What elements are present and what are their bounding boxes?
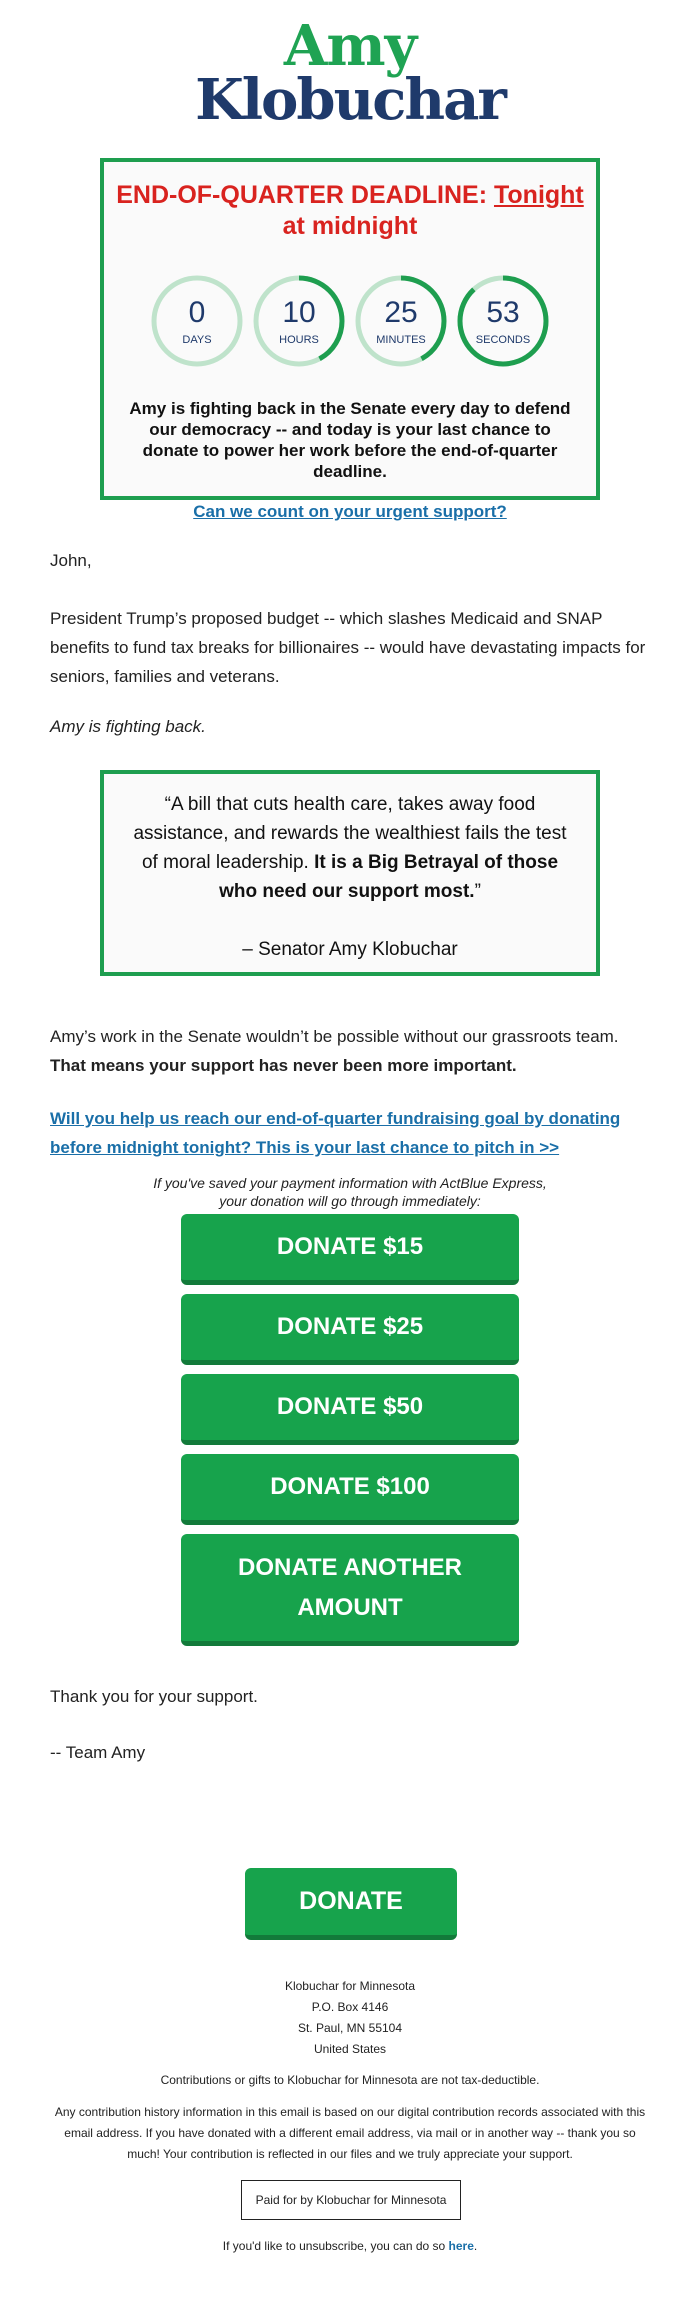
deadline-headline-suffix: at midnight xyxy=(282,212,418,240)
footer-country: United States xyxy=(313,2042,387,2056)
donate-100-button[interactable]: DONATE $100 xyxy=(181,1454,519,1525)
footer-tax-note: Contributions or gifts to Klobuchar for Minnesota are not tax-deductible. xyxy=(160,2073,540,2087)
footer-address xyxy=(0,1976,700,2060)
unsubscribe-link[interactable]: here xyxy=(448,2239,474,2253)
donate-50-button[interactable]: DONATE $50 xyxy=(181,1374,519,1445)
countdown-seconds-label: SECONDS xyxy=(475,334,531,346)
actblue-note-line1: If you've saved your payment information with ActBlue Express, xyxy=(153,1175,547,1191)
quote-text-bold: It is a Big Betrayal of those who need our support most. xyxy=(219,852,559,902)
countdown-seconds xyxy=(456,274,550,368)
actblue-note xyxy=(150,1174,550,1210)
countdown-minutes-label: MINUTES xyxy=(376,334,426,346)
footer-history-note: Any contribution history information in this email is based on our digital contribution records associated with this email address. If you have donated with a different email address, via mail or in another way -- thank you so much! Your contribution is reflected in our files and we truly appreciate your support. xyxy=(54,2105,646,2161)
paragraph-budget: President Trump’s proposed budget -- which slashes Medicaid and SNAP benefits to fund tax breaks for billionaires -- would have devastating impacts for seniors, families and veterans. xyxy=(50,609,646,686)
logo-last-name: Klobuchar xyxy=(195,67,505,133)
countdown-hours xyxy=(252,274,346,368)
paragraph-fighting-back: Amy is fighting back. xyxy=(50,717,206,736)
paragraph-grassroots xyxy=(50,1022,650,1080)
unsubscribe-period: . xyxy=(473,2239,478,2253)
countdown-seconds-value: 53 xyxy=(486,296,520,329)
unsubscribe-line xyxy=(0,2236,700,2257)
countdown-timer xyxy=(104,274,596,368)
countdown-hours-label: HOURS xyxy=(279,334,319,346)
paragraph-grassroots-bold: That means your support has never been more important. xyxy=(50,1056,517,1075)
footer-org: Klobuchar for Minnesota xyxy=(284,1979,416,1993)
countdown-minutes xyxy=(354,274,448,368)
signoff: -- Team Amy xyxy=(50,1743,146,1762)
deadline-box xyxy=(100,158,600,521)
footer-pobox: P.O. Box 4146 xyxy=(311,2000,389,2014)
actblue-note-line2: your donation will go through immediately: xyxy=(219,1193,481,1209)
donate-15-button[interactable]: DONATE $15 xyxy=(181,1214,519,1285)
thanks-text: Thank you for your support. xyxy=(50,1687,258,1706)
countdown-days-label: DAYS xyxy=(182,334,212,346)
countdown-days-value: 0 xyxy=(188,296,206,329)
footer-city: St. Paul, MN 55104 xyxy=(297,2021,403,2035)
countdown-days xyxy=(150,274,244,368)
logo-first-name: Amy xyxy=(283,13,417,79)
logo xyxy=(0,13,700,133)
countdown-minutes-value: 25 xyxy=(384,296,418,329)
greeting: John, xyxy=(50,551,92,570)
quote-attribution: – Senator Amy Klobuchar xyxy=(242,939,458,960)
countdown-hours-value: 10 xyxy=(282,296,316,329)
fundraising-goal-link[interactable]: Will you help us reach our end-of-quarter fundraising goal by donating before midnight tonight? This is your last chance to pitch in >> xyxy=(50,1109,621,1157)
donate-25-button[interactable]: DONATE $25 xyxy=(181,1294,519,1365)
tonight-link[interactable]: Tonight xyxy=(493,181,584,209)
deadline-body: Amy is fighting back in the Senate every day to defend our democracy -- and today is your last chance to donate to power her work before the end-of-quarter deadline. xyxy=(129,399,571,481)
unsubscribe-text: If you'd like to unsubscribe, you can do so xyxy=(222,2239,449,2253)
quote-text xyxy=(126,790,574,906)
deadline-headline-prefix: END-OF-QUARTER DEADLINE: xyxy=(116,181,494,209)
deadline-headline xyxy=(104,180,596,242)
paragraph-grassroots-text: Amy’s work in the Senate wouldn’t be possible without our grassroots team. xyxy=(50,1027,619,1046)
donate-other-amount-button[interactable]: DONATE ANOTHER AMOUNT xyxy=(181,1534,519,1646)
main-donate-button[interactable]: DONATE xyxy=(245,1868,457,1940)
quote-box xyxy=(100,770,600,976)
paid-for-box: Paid for by Klobuchar for Minnesota xyxy=(241,2180,461,2220)
quote-text-plain: “A bill that cuts health care, takes away food assistance, and rewards the wealthiest fails the test of moral leadership. xyxy=(133,794,567,873)
urgent-support-link[interactable]: Can we count on your urgent support? xyxy=(193,502,507,521)
quote-close-mark: ” xyxy=(474,881,481,902)
